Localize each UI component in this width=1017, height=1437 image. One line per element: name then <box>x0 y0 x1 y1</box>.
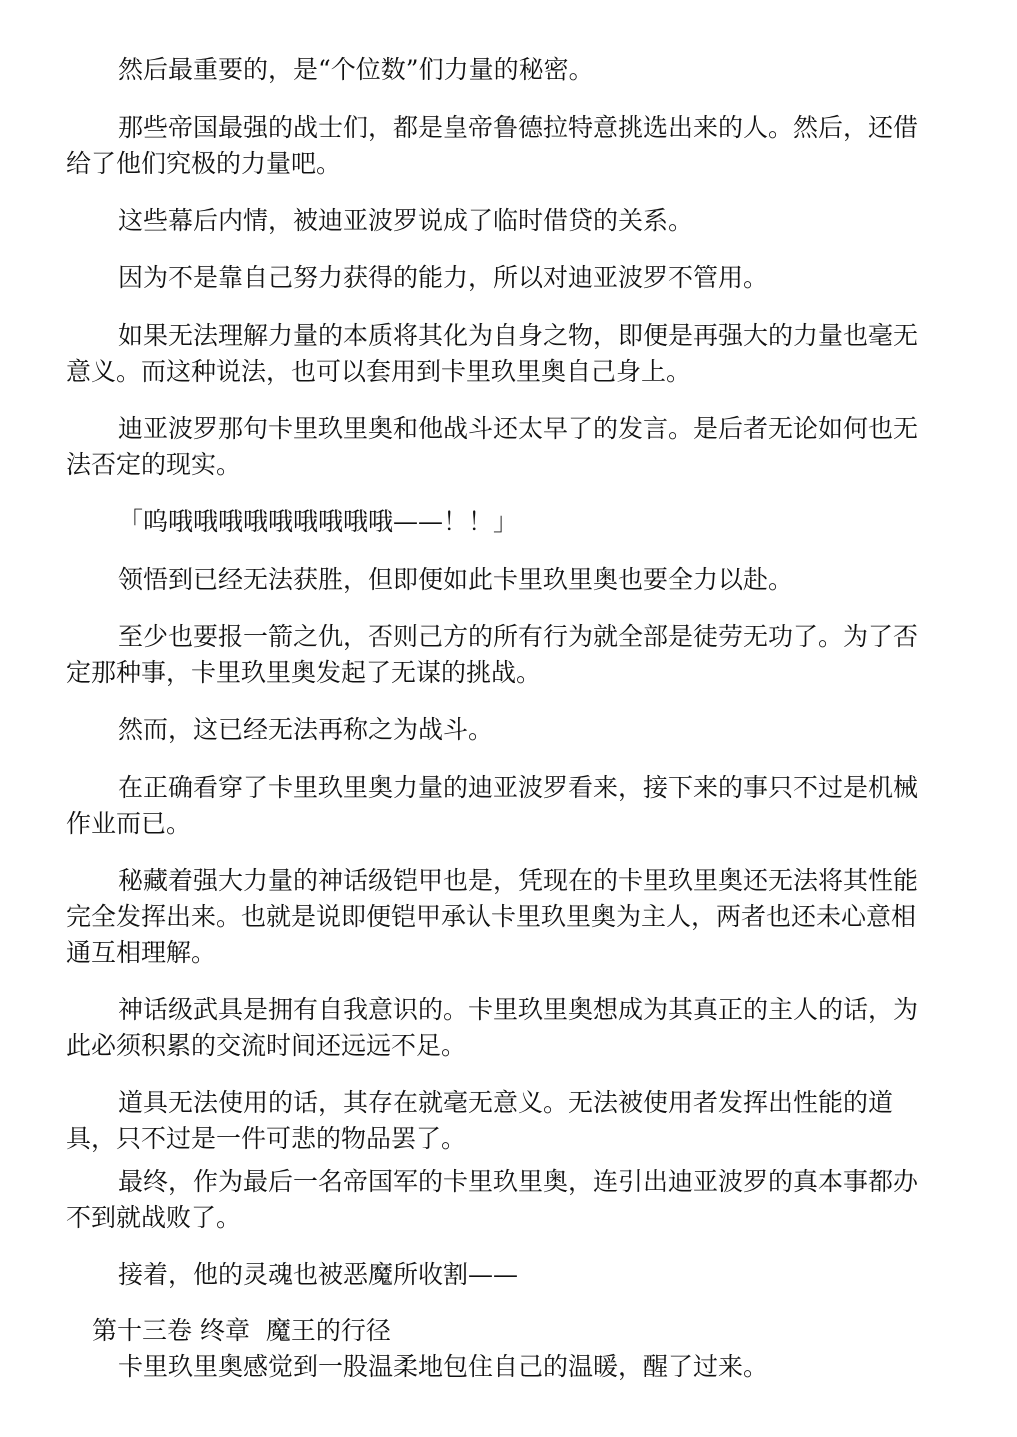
paragraph: 那些帝国最强的战士们，都是皇帝鲁德拉特意挑选出来的人。然后，还借给了他们究极的力量吧。 <box>66 113 919 178</box>
paragraph: 领悟到已经无法获胜，但即便如此卡里玖里奥也要全力以赴。 <box>118 565 794 594</box>
paragraph: 接着，他的灵魂也被恶魔所收割—— <box>118 1260 519 1289</box>
paragraph: 然后最重要的，是“个位数”们力量的秘密。 <box>118 55 594 84</box>
paragraph: 「呜哦哦哦哦哦哦哦哦哦——！！」 <box>118 507 519 536</box>
paragraph: 道具无法使用的话，其存在就毫无意义。无法被使用者发挥出性能的道具，只不过是一件可悲的物品罢了。 <box>66 1088 894 1153</box>
paragraph: 秘藏着强大力量的神话级铠甲也是，凭现在的卡里玖里奥还无法将其性能完全发挥出来。也就是说即便铠甲承认卡里玖里奥为主人，两者也还未心意相通互相理解。 <box>66 866 919 967</box>
paragraph: 在正确看穿了卡里玖里奥力量的迪亚波罗看来，接下来的事只不过是机械作业而已。 <box>66 773 919 838</box>
paragraph: 神话级武具是拥有自我意识的。卡里玖里奥想成为其真正的主人的话，为此必须积累的交流时间还远远不足。 <box>66 995 919 1060</box>
paragraph: 这些幕后内情，被迪亚波罗说成了临时借贷的关系。 <box>118 206 694 235</box>
paragraph: 至少也要报一箭之仇，否则己方的所有行为就全部是徒劳无功了。为了否定那种事，卡里玖里奥发起了无谋的挑战。 <box>66 622 919 687</box>
paragraph: 如果无法理解力量的本质将其化为自身之物，即便是再强大的力量也毫无意义。而这种说法，也可以套用到卡里玖里奥自己身上。 <box>66 321 919 386</box>
paragraph: 因为不是靠自己努力获得的能力，所以对迪亚波罗不管用。 <box>118 263 769 292</box>
chapter-first-paragraph: 卡里玖里奥感觉到一股温柔地包住自己的温暖，醒了过来。 <box>118 1352 769 1381</box>
paragraph: 迪亚波罗那句卡里玖里奥和他战斗还太早了的发言。是后者无论如何也无法否定的现实。 <box>66 414 919 479</box>
paragraph: 然而，这已经无法再称之为战斗。 <box>118 715 494 744</box>
paragraph: 最终，作为最后一名帝国军的卡里玖里奥，连引出迪亚波罗的真本事都办不到就战败了。 <box>66 1167 919 1232</box>
chapter-heading: 第十三卷 终章 魔王的行径 <box>92 1316 391 1345</box>
